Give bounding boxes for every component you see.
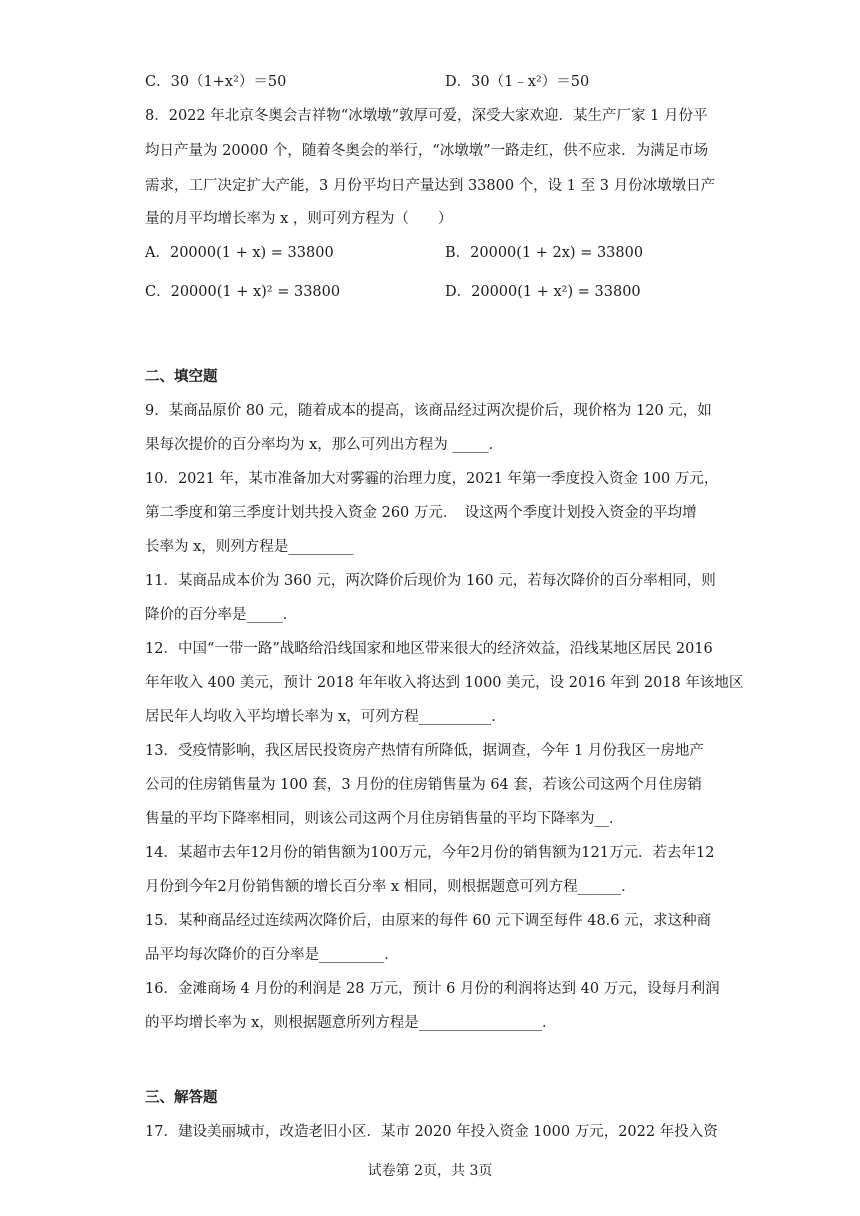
q8-option-a: A．20000(1 + x) = 33800 — [145, 245, 334, 261]
fill-line: 的平均增长率为 x，则根据题意所列方程是_________________． — [145, 1015, 557, 1031]
fill-line: 居民年人均收入平均增长率为 x，可列方程__________． — [145, 709, 506, 725]
fill-line: 月份到今年2月份销售额的增长百分率 x 相同，则根据题意可列方程______． — [145, 879, 636, 895]
section-answer-title: 三、解答题 — [145, 1089, 218, 1106]
fill-line: 14．某超市去年12月份的销售额为100万元，今年2月份的销售额为121万元．若去年12 — [145, 845, 715, 861]
fill-line: 售量的平均下降率相同，则该公司这两个月住房销售量的平均下降率为__． — [145, 811, 624, 827]
fill-line: 10．2021 年，某市准备加大对雾霾的治理力度，2021 年第一季度投入资金 100 万元， — [145, 471, 719, 487]
q8-line-2: 均日产量为 20000 个，随着冬奥会的举行，“冰墩墩”一路走红，供不应求．为满足市场 — [145, 143, 709, 159]
section-fill-in-title: 二、填空题 — [145, 368, 218, 385]
page-footer: 试卷第 2页，共 3页 — [367, 1163, 493, 1179]
fill-line: 11．某商品成本价为 360 元，两次降价后现价为 160 元，若每次降价的百分率相同，则 — [145, 573, 716, 589]
fill-line: 品平均每次降价的百分率是_________． — [145, 947, 399, 963]
q7-option-c: C．30（1+x²）＝50 — [145, 74, 287, 90]
fill-line: 12．中国“一带一路”战略给沿线国家和地区带来很大的经济效益，沿线某地区居民 2016 — [145, 641, 713, 657]
q17-line-1: 17．建设美丽城市，改造老旧小区．某市 2020 年投入资金 1000 万元，2022 年投入资 — [145, 1124, 718, 1140]
fill-line: 果每次提价的百分率均为 x，那么可列出方程为 _____． — [145, 437, 504, 453]
q8-line-3: 需求，工厂决定扩大产能，3 月份平均日产量达到 33800 个，设 1 至 3 月份冰墩墩日产 — [145, 178, 716, 194]
fill-line: 降价的百分率是_____． — [145, 607, 298, 623]
fill-line: 公司的住房销售量为 100 套，3 月份的住房销售量为 64 套，若该公司这两个月住房销 — [145, 777, 702, 793]
q8-option-c: C．20000(1 + x)² = 33800 — [145, 284, 341, 300]
fill-line: 15．某种商品经过连续两次降价后，由原来的每件 60 元下调至每件 48.6 元，求这种商 — [145, 913, 712, 929]
q8-line-1: 8．2022 年北京冬奥会吉祥物“冰墩墩”敦厚可爱，深受大家欢迎．某生产厂家 1 月份平 — [145, 108, 708, 124]
fill-line: 16．金滩商场 4 月份的利润是 28 万元，预计 6 月份的利润将达到 40 万元，设每月利润 — [145, 981, 720, 997]
fill-line: 年年收入 400 美元，预计 2018 年年收入将达到 1000 美元，设 2016 年到 2018 年该地区 — [145, 675, 744, 691]
fill-line: 长率为 x，则列方程是_________ — [145, 539, 354, 555]
fill-line: 13．受疫情影响，我区居民投资房产热情有所降低，据调查，今年 1 月份我区一房地产 — [145, 743, 704, 759]
fill-line: 9．某商品原价 80 元，随着成本的提高，该商品经过两次提价后，现价格为 120 元，如 — [145, 403, 712, 419]
fill-line: 第二季度和第三季度计划共投入资金 260 万元． 设这两个季度计划投入资金的平均增 — [145, 505, 697, 521]
q7-option-d: D．30（1﹣x²）＝50 — [445, 74, 590, 90]
q8-line-4: 量的月平均增长率为 x ，则可列方程为（ ） — [145, 211, 453, 227]
q8-option-b: B．20000(1 + 2x) = 33800 — [445, 245, 644, 261]
q8-option-d: D．20000(1 + x²) = 33800 — [445, 284, 641, 300]
